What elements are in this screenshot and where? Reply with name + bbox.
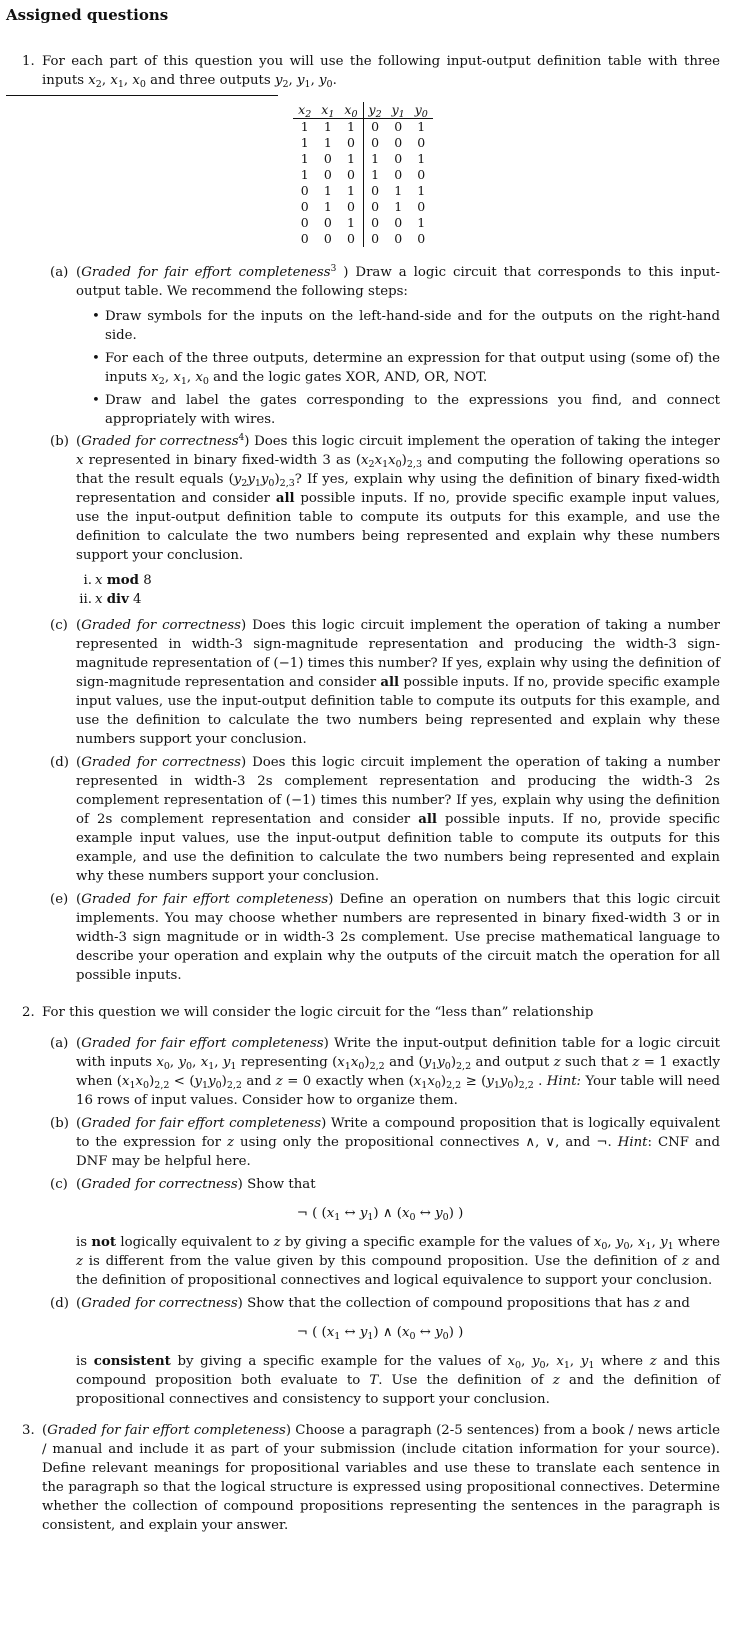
part-text: possible inputs. If no, provide specific example input values, use the input-output definition table to compute its outputs for this example, and use the definition to calculate the two numbers being represented and explain why these numbers support your conclusion. [76, 812, 720, 884]
table-cell: 0 [300, 215, 309, 230]
part-label: (b) [50, 434, 69, 449]
part-2b: (b) (Graded for fair effort completeness) Write a compound proposition that is logically equivalent to the expression for z using only the propositional connectives ∧, ∨, and ¬. Hint: CNF and DNF may be helpful here. [50, 1116, 721, 1169]
footnote-mark: 4 [238, 433, 245, 443]
list-item: • For each of the three outputs, determine an expression for that output using (some of) the inputs $x_2$, $x_1$, $x_0$ and the logic gates XOR, AND, OR, NOT. [92, 351, 720, 387]
table-row [293, 215, 433, 231]
part-text: exactly when [76, 1055, 721, 1089]
table-cell: 0 [300, 231, 309, 246]
question-number: 3. [22, 1423, 35, 1438]
part-text: ) Does this logic circuit implement the operation of taking a number represented in width-3 2s complement representation and producing the width-3 2s complement representation of (−1) times this number? If yes, explain why using the definition of 2s complement representation and consider [76, 755, 720, 827]
part-label: (c) [50, 618, 68, 633]
table-cell: 0 [323, 167, 332, 182]
emphasis: not [91, 1235, 117, 1250]
footnote-rule [6, 95, 278, 96]
table-cell: 0 [323, 151, 332, 166]
table-cell: 0 [394, 151, 403, 166]
part-2d-cont: is consistent by giving a specific example for the values of $x_0$, $y_0$, $x_1$, $y_1$ where z and this compound proposition both evaluate to T. Use the definition of z and the definition of propositional connectives and consistency to support your conclusion. [76, 1354, 721, 1407]
table-cell: 1 [300, 167, 309, 182]
table-cell: 1 [417, 215, 426, 230]
q1-intro-b: and three outputs [150, 73, 271, 88]
table-row [293, 167, 433, 183]
table-cell: 1 [323, 199, 332, 214]
table-row [293, 199, 433, 215]
part-2c-cont: is not logically equivalent to z by giving a specific example for the values of $x_0$, $y_0$, $x_1$, $y_1$ where z is different from the value given by this compound proposition. Use the definition of z and the definition of propositional connectives and logical equivalence to support your conclusion. [76, 1235, 720, 1288]
table-cell: 0 [371, 135, 380, 150]
table-row [293, 151, 433, 167]
grading-note: Graded for correctness [81, 1296, 238, 1311]
part-text: ) Does this logic circuit implement the operation of taking a number represented in width-3 sign-magnitude representation and producing the width-3 sign-magnitude representation of (−1) times this number? If yes, explain why using the definition of sign-magnitude representation and consider [76, 618, 720, 690]
part-label: (a) [50, 265, 69, 280]
grading-note: Graded for correctness [81, 618, 241, 633]
part-1d: (d) (Graded for correctness) Does this logic circuit implement the operation of taking a number represented in width-3 2s complement representation and producing the width-3 2s complement representation of (−1) times this number? If yes, explain why using the definition of 2s complement representation and consider all possible inputs. If no, provide specific example input values, use the input-output definition table to compute its outputs for this example, and use the definition to calculate the two numbers being represented and explain why these numbers support your conclusion. [50, 755, 720, 884]
table-row [293, 231, 433, 247]
part-label: (b) [50, 1116, 69, 1131]
list-item: • Draw and label the gates corresponding to the expressions you find, and connect appropriately with wires. [92, 393, 720, 427]
grading-note: Graded for fair effort completeness [81, 892, 329, 907]
part-text: where [677, 1235, 720, 1250]
question-text: ) Choose a paragraph (2-5 sentences) from a book / news article / manual and include it as part of your submission (include citation information for your source). Define relevant meanings for propositional variables and use these to translate each sentence in the paragraph so that the logical structure is expressed using propositional connectives. Determine whether the collection of compound propositions representing the sentences in the paragraph is consistent, and explain your answer. [42, 1423, 720, 1533]
table-cell: 1 [323, 135, 332, 150]
part-2a: (a) (Graded for fair effort completeness) Write the input-output definition table for a logic circuit with inputs $x_0$, $y_0$, $x_1$, $y_1$ representing $(x_1x_0)_{2,2}$ and $(y_1y_0)_{2,2}$ and output z such that z = 1 exactly when $(x_1x_0)_{2,2} < (y_1y_0)_{2,2}$ and z = 0 exactly when $(x_1x_0)_{2,2} \ge (y_1y_0)_{2,2}$ . Hint: Your table will need 16 rows of input values. Consider how to organize them. [50, 1036, 721, 1108]
question-1: 1. For each part of this question you will use the following input-output definition table with three inputs $x_2$, $x_1$, $x_0$ and three outputs $y_2$, $y_1$, $y_0$. [22, 54, 720, 90]
table-cell: 0 [339, 231, 363, 247]
part-text: ) Define an operation on numbers that this logic circuit implements. You may choose whether numbers are represented in binary fixed-width 3 or in width-3 sign magnitude or in width-3 2s complement. Use precise mathematical language to describe your operation and explain why the outputs of the circuit match the operation for all possible inputs. [76, 892, 721, 983]
part-text: ) Write a compound proposition that is logically equivalent to the expression for [76, 1116, 720, 1150]
grading-note: Graded for fair effort completeness [81, 1116, 322, 1131]
table-cell: 0 [417, 167, 426, 182]
part-label: (c) [50, 1177, 68, 1192]
part-1b: (b) (Graded for correctness$^4$) Does this logic circuit implement the operation of taking the integer x represented in binary fixed-width 3 as $(x_2x_1x_0)_{2,3}$ and computing the following operations so that the result equals $(y_2y_1y_0)_{2,3}$? If yes, explain why using the definition of binary fixed-width representation and consider all possible inputs. If no, provide specific example input values, use the input-output definition table to compute its outputs for this example, and use the definition to calculate the two numbers being represented and explain why these numbers support your conclusion. [50, 433, 721, 563]
operator: mod [106, 573, 139, 588]
table-cell: 1 [300, 135, 309, 150]
grading-note: Graded for correctness [81, 434, 239, 449]
question-number: 1. [22, 54, 35, 69]
table-cell: 0 [371, 119, 380, 134]
table-cell: 0 [371, 215, 380, 230]
truth-table-wrap [6, 102, 720, 247]
bullet-text: Draw and label the gates corresponding to the expressions you find, and connect appropriately with wires. [105, 393, 720, 427]
part-text: where [601, 1354, 644, 1369]
table-cell: 1 [394, 199, 403, 214]
part-text: by giving a specific example for the values of [177, 1354, 501, 1369]
hint-label: Hint [617, 1135, 648, 1150]
table-header-cell: $y_2$ [363, 102, 387, 119]
part-text: logically equivalent to [120, 1235, 270, 1250]
hint-label: Hint: [546, 1074, 582, 1089]
table-cell: 0 [339, 167, 363, 183]
table-header-cell: $y_1$ [387, 102, 410, 119]
q1-intro-a: For each part of this question you will use the following input-output definition table with three inputs [42, 54, 720, 88]
part-text: ? If yes, explain why using the definition of binary fixed-width representation and consider [76, 472, 721, 506]
table-row [293, 135, 433, 151]
part-text: and this compound proposition both evaluate to [76, 1354, 721, 1388]
part-text: : CNF and DNF may be helpful here. [76, 1135, 721, 1169]
part-text: using only the propositional connectives ∧, ∨, and ¬. [240, 1135, 612, 1150]
table-cell: 1 [371, 167, 380, 182]
table-cell: 1 [371, 151, 380, 166]
item-label: ii. [79, 592, 92, 607]
table-row [293, 183, 433, 199]
emphasis: consistent [93, 1354, 171, 1369]
part-text: ) Show that the collection of compound propositions that has [237, 1296, 650, 1311]
table-cell: 1 [339, 119, 363, 136]
part-label: (e) [50, 892, 69, 907]
bullet-text: Draw symbols for the inputs on the left-hand-side and for the outputs on the right-hand side. [105, 309, 720, 343]
section-heading: Assigned questions [6, 6, 169, 24]
part-text: by giving a specific example for the values of [284, 1235, 590, 1250]
part-text: and [664, 1296, 690, 1311]
list-item: i. x mod 8 [6, 571, 720, 590]
part-text: represented in binary fixed-width 3 as [88, 453, 351, 468]
table-cell: 0 [371, 183, 380, 198]
part-text: ) Write the input-output definition table for a logic circuit with inputs [76, 1036, 720, 1070]
part-1a: (a) (Graded for fair effort completeness$^3$ ) Draw a logic circuit that corresponds to this input-output table. We recommend the following steps: [50, 264, 720, 299]
table-cell: 0 [300, 199, 309, 214]
part-text: is [76, 1235, 88, 1250]
table-cell: 0 [394, 215, 403, 230]
part-label: (d) [50, 755, 69, 770]
part-text: and the definition of propositional connectives and consistency to support your conclusion. [76, 1373, 721, 1407]
part-1c: (c) (Graded for correctness) Does this logic circuit implement the operation of taking a number represented in width-3 sign-magnitude representation and producing the width-3 sign-magnitude representation of (−1) times this number? If yes, explain why using the definition of sign-magnitude representation and consider all possible inputs. If no, provide specific example input values, use the input-output definition table to compute its outputs for this example, and use the definition to calculate the two numbers being represented and explain why these numbers support your conclusion. [50, 618, 720, 747]
grading-note: Graded for fair effort completeness [81, 265, 331, 280]
table-cell: 0 [417, 231, 426, 246]
table-cell: 0 [339, 135, 363, 151]
table-header-cell: $x_2$ [293, 102, 316, 119]
part-text: is [76, 1354, 88, 1369]
emphasis: all [418, 812, 437, 827]
part-text: ) Show that [237, 1177, 316, 1192]
bullet-text: For each of the three outputs, determine an expression for that output using (some of) the inputs $x_2$, $x_1$, $x_0$ and the logic gates XOR, AND, OR, NOT. [105, 351, 720, 387]
table-cell: 0 [394, 135, 403, 150]
part-text: ) Draw a logic circuit that corresponds to this input-output table. We recommend the following steps: [76, 265, 720, 299]
table-cell: 1 [417, 151, 426, 166]
table-cell: 0 [394, 119, 403, 134]
table-cell: 0 [323, 215, 332, 230]
table-cell: 1 [323, 183, 332, 198]
operand: 8 [143, 573, 152, 588]
part-label: (a) [50, 1036, 69, 1051]
footnote-mark: 3 [330, 264, 337, 274]
table-cell: 1 [300, 119, 309, 134]
part-text: is different from the value given by this compound proposition. Use the definition of [88, 1254, 677, 1269]
part-text: representing [240, 1055, 328, 1070]
table-cell: 1 [417, 183, 426, 198]
part-text: and computing the following operations so that the result equals [76, 453, 721, 487]
part-label: (d) [50, 1296, 69, 1311]
emphasis: all [380, 675, 400, 690]
part-text: such that [565, 1055, 628, 1070]
table-header-cell: $x_1$ [316, 102, 339, 119]
grading-note: Graded for correctness [81, 755, 241, 770]
part-text: and [246, 1074, 272, 1089]
table-cell: 1 [339, 183, 363, 199]
table-cell: 0 [417, 135, 426, 150]
grading-note: Graded for correctness [81, 1177, 238, 1192]
part-text: . Use the definition of [378, 1373, 544, 1388]
table-cell: 0 [371, 231, 380, 246]
operator: div [106, 592, 129, 607]
part-text: ) Does this logic circuit implement the operation of taking the integer [244, 434, 720, 449]
table-header-cell: $y_0$ [410, 102, 433, 119]
item-label: i. [83, 573, 92, 588]
table-cell: 1 [339, 151, 363, 167]
truth-table [293, 102, 433, 247]
table-cell: 0 [394, 231, 403, 246]
table-header-cell: $x_0$ [339, 102, 363, 119]
table-row [293, 119, 433, 136]
part-2c: (c) (Graded for correctness) Show that [50, 1177, 316, 1192]
part-text: and [389, 1055, 415, 1070]
question-3: 3. (Graded for fair effort completeness) Choose a paragraph (2-5 sentences) from a book / news article / manual and include it as part of your submission (include citation information for your source). Define relevant meanings for propositional variables and use these to translate each sentence in the paragraph so that the logical structure is expressed using propositional connectives. Determine whether the collection of compound propositions representing the sentences in the paragraph is consistent, and explain your answer. [22, 1423, 720, 1533]
table-cell: 0 [323, 231, 332, 246]
table-cell: 0 [339, 199, 363, 215]
question-number: 2. [22, 1005, 35, 1020]
list-item: ii. x div 4 [6, 590, 720, 609]
grading-note: Graded for fair effort completeness [47, 1423, 286, 1438]
emphasis: all [275, 491, 295, 506]
grading-note: Graded for fair effort completeness [81, 1036, 324, 1051]
table-cell: 1 [394, 183, 403, 198]
table-cell: 1 [300, 151, 309, 166]
table-cell: 1 [417, 119, 426, 134]
display-formula: ¬ ( ($x_1$ ↔ $y_1$) ∧ ($x_0$ ↔ $y_0$) ) [296, 1325, 464, 1342]
question-2 [6, 1003, 720, 1022]
table-cell: 1 [323, 119, 332, 134]
part-text: possible inputs. If no, provide specific example input values, use the input-output definition table to compute its outputs for this example, and use the definition to calculate the two numbers being represented and explain why these numbers support your conclusion. [76, 675, 720, 747]
part-text: Your table will need 16 rows of input values. Consider how to organize them. [76, 1074, 721, 1108]
operand: 4 [133, 592, 142, 607]
question-text: For this question we will consider the logic circuit for the “less than” relationship [42, 1005, 594, 1020]
part-2d: (d) (Graded for correctness) Show that the collection of compound propositions that has z and [50, 1296, 690, 1311]
display-formula: ¬ ( ($x_1$ ↔ $y_1$) ∧ ($x_0$ ↔ $y_0$) ) [296, 1206, 464, 1223]
table-cell: 0 [371, 199, 380, 214]
part-text: exactly when [315, 1074, 405, 1089]
part-text: possible inputs. If no, provide specific example input values, use the input-output definition table to compute its outputs for this example, and use the definition to calculate the two numbers being represented and explain why these numbers support your conclusion. [76, 491, 721, 563]
table-cell: 0 [300, 183, 309, 198]
part-1e: (e) (Graded for fair effort completeness) Define an operation on numbers that this logic circuit implements. You may choose whether numbers are represented in binary fixed-width 3 or in width-3 sign magnitude or in width-3 2s complement. Use precise mathematical language to describe your operation and explain why the outputs of the circuit match the operation for all possible inputs. [50, 892, 721, 983]
table-cell: 0 [394, 167, 403, 182]
part-text: and the definition of propositional connectives and logical equivalence to support your conclusion. [76, 1254, 720, 1288]
list-item: • Draw symbols for the inputs on the left-hand-side and for the outputs on the right-hand side. [92, 309, 720, 343]
table-cell: 1 [339, 215, 363, 231]
part-text: and output [475, 1055, 550, 1070]
table-cell: 0 [417, 199, 426, 214]
